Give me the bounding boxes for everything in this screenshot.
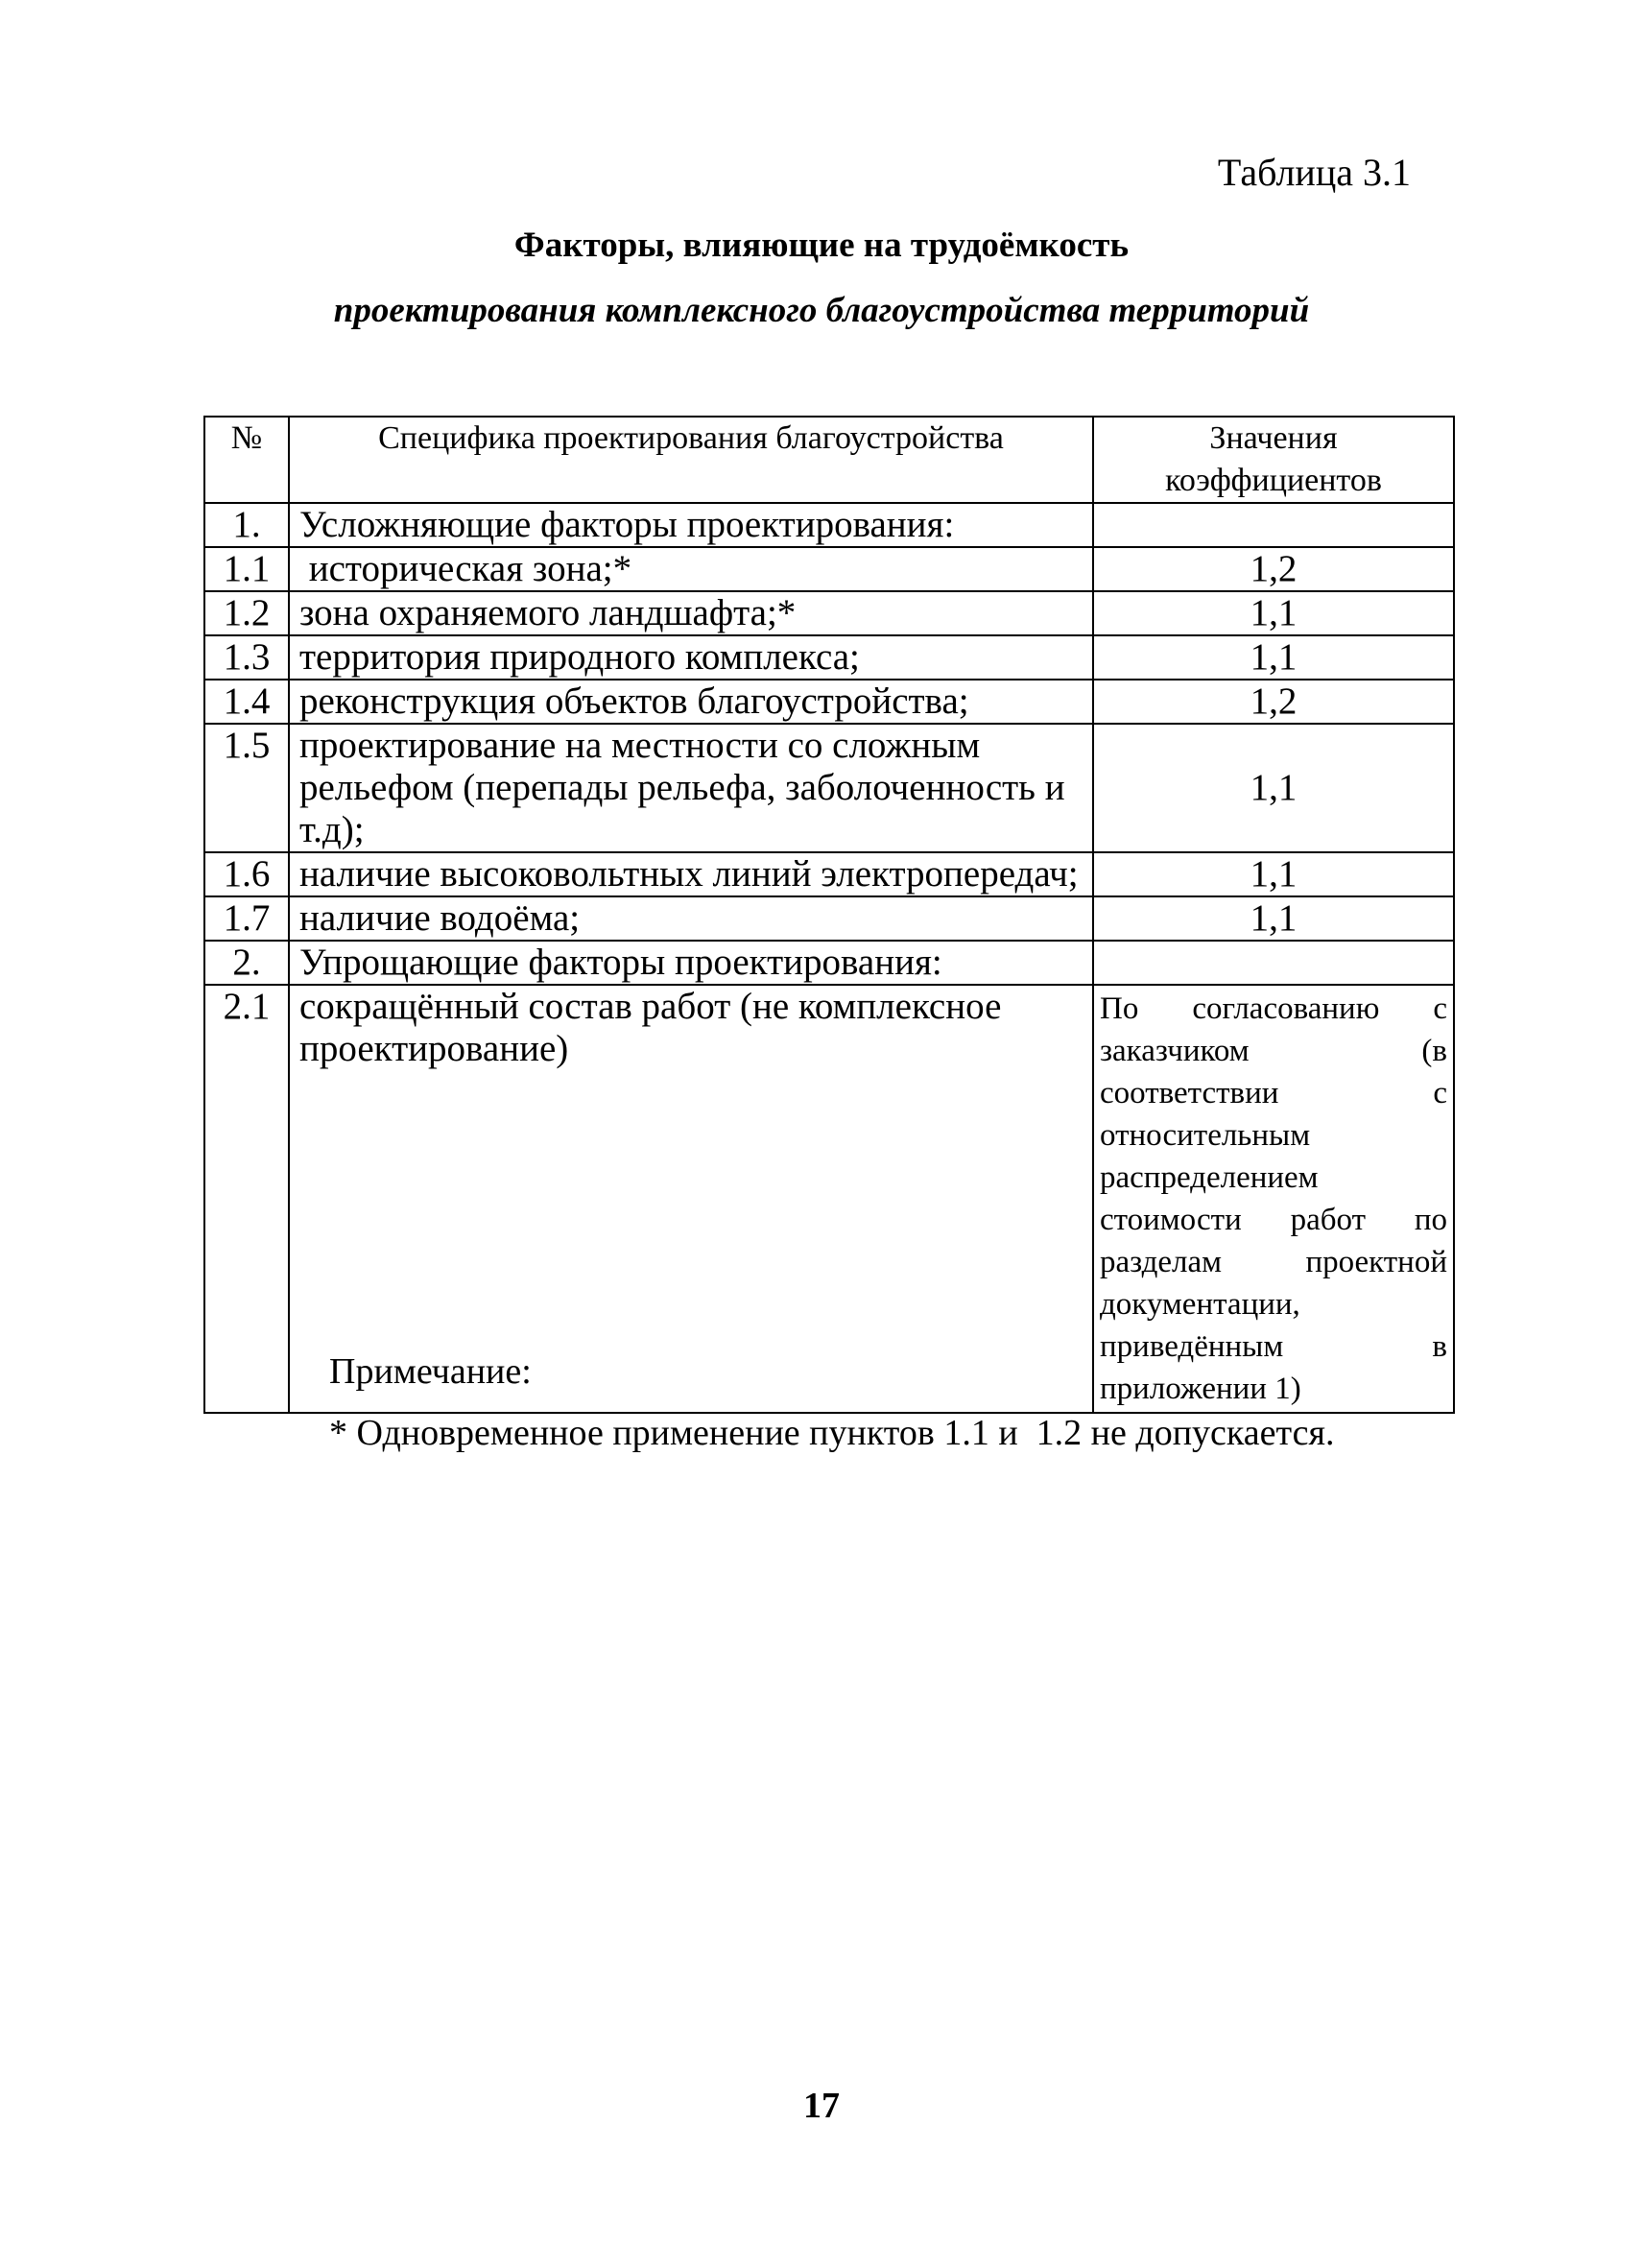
row-num: 1.5 bbox=[204, 724, 289, 852]
row-spec: проектирование на местности со сложным рельефом (перепады рельефа, заболоченность и т.д); bbox=[289, 724, 1093, 852]
row-value bbox=[1093, 503, 1454, 547]
row-num: 1.1 bbox=[204, 547, 289, 591]
table-row bbox=[204, 896, 1454, 941]
row-value-note: По согласованию с заказчиком (в соответствии с относительным распределением стоимости работ по разделам проектной документации, приведённым в приложении 1) bbox=[1093, 985, 1454, 1413]
row-spec: историческая зона;* bbox=[289, 547, 1093, 591]
table-header-row bbox=[204, 417, 1454, 503]
header-num: № bbox=[204, 417, 289, 503]
table-row bbox=[204, 635, 1454, 680]
row-spec: Упрощающие факторы проектирования: bbox=[289, 941, 1093, 985]
row-spec: наличие водоёма; bbox=[289, 896, 1093, 941]
row-value: 1,1 bbox=[1093, 635, 1454, 680]
row-value: 1,1 bbox=[1093, 591, 1454, 635]
page-number: 17 bbox=[803, 2086, 840, 2126]
row-value: 1,1 bbox=[1093, 896, 1454, 941]
header-value: Значения коэффициентов bbox=[1093, 417, 1454, 503]
row-num: 1.3 bbox=[204, 635, 289, 680]
row-value: 1,2 bbox=[1093, 547, 1454, 591]
document-title-line-2: проектирования комплексного благоустройства территорий bbox=[333, 291, 1310, 330]
row-value: 1,1 bbox=[1093, 724, 1454, 852]
row-spec: наличие высоковольтных линий электропередач; bbox=[289, 852, 1093, 896]
row-spec: реконструкция объектов благоустройства; bbox=[289, 680, 1093, 724]
note-text: * Одновременное применение пунктов 1.1 и 1.2 не допускается. bbox=[329, 1413, 1335, 1453]
row-spec: зона охраняемого ландшафта;* bbox=[289, 591, 1093, 635]
row-spec: территория природного комплекса; bbox=[289, 635, 1093, 680]
note-label: Примечание: bbox=[329, 1351, 532, 1392]
table-label: Таблица 3.1 bbox=[1217, 151, 1411, 194]
table-row bbox=[204, 503, 1454, 547]
row-num: 2.1 bbox=[204, 985, 289, 1413]
row-value: 1,2 bbox=[1093, 680, 1454, 724]
document-title-line-1: Факторы, влияющие на трудоёмкость bbox=[513, 226, 1130, 265]
table-row bbox=[204, 547, 1454, 591]
row-num: 2. bbox=[204, 941, 289, 985]
row-num: 1.4 bbox=[204, 680, 289, 724]
row-value: 1,1 bbox=[1093, 852, 1454, 896]
row-num: 1.7 bbox=[204, 896, 289, 941]
row-num: 1. bbox=[204, 503, 289, 547]
row-num: 1.6 bbox=[204, 852, 289, 896]
table-row bbox=[204, 941, 1454, 985]
row-spec: сокращённый состав работ (не комплексное проектирование) bbox=[289, 985, 1093, 1413]
row-num: 1.2 bbox=[204, 591, 289, 635]
row-value bbox=[1093, 941, 1454, 985]
table-row bbox=[204, 852, 1454, 896]
table-row bbox=[204, 724, 1454, 852]
row-spec: Усложняющие факторы проектирования: bbox=[289, 503, 1093, 547]
header-spec: Специфика проектирования благоустройства bbox=[289, 417, 1093, 503]
table-row bbox=[204, 591, 1454, 635]
factors-table bbox=[203, 416, 1455, 1414]
table-row bbox=[204, 680, 1454, 724]
table-row bbox=[204, 985, 1454, 1413]
